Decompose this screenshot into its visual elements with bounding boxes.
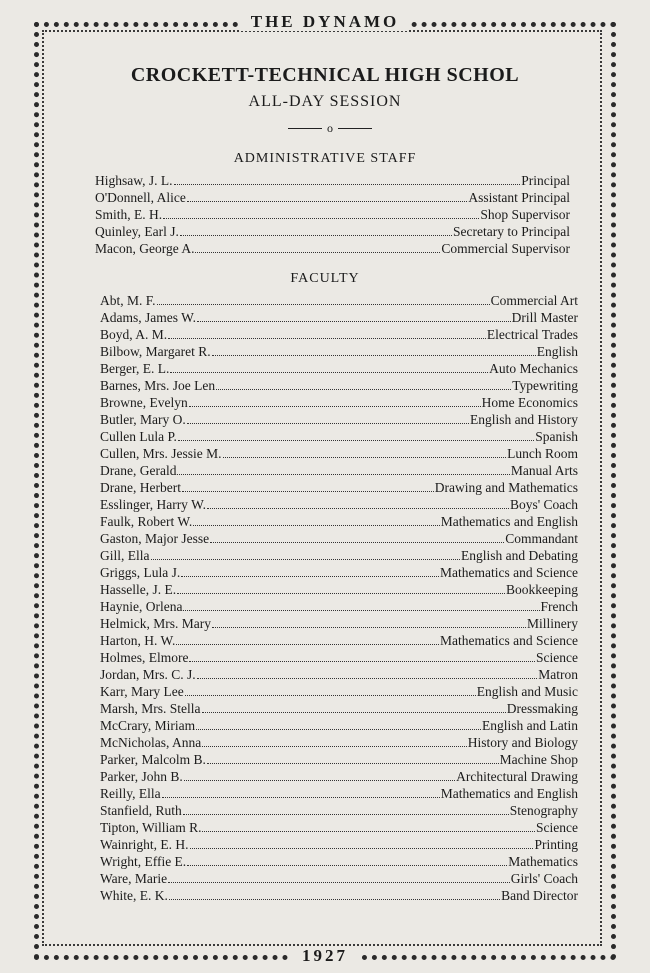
list-item	[100, 598, 578, 615]
dot-leader	[189, 394, 481, 407]
staff-role: Mathematics and English	[440, 786, 578, 801]
admin-staff-heading: ADMINISTRATIVE STAFF	[233, 151, 417, 166]
staff-role: Dressmaking	[506, 701, 578, 716]
staff-role: English and History	[470, 412, 578, 427]
list-item	[100, 649, 578, 666]
dot-leader	[187, 853, 507, 866]
staff-role: Manual Arts	[510, 463, 578, 478]
dot-leader	[170, 360, 488, 373]
list-item	[95, 223, 570, 240]
staff-role: Secretary to Principal	[453, 224, 570, 239]
staff-name: Esslinger, Harry W.	[100, 497, 206, 512]
staff-name: Barnes, Mrs. Joe Len	[100, 378, 216, 393]
staff-name: Macon, George A.	[95, 241, 195, 256]
list-item	[100, 887, 578, 904]
list-item	[100, 615, 578, 632]
staff-name: Marsh, Mrs. Stella	[100, 701, 201, 716]
staff-name: Harton, H. W.	[100, 633, 176, 648]
dot-leader	[177, 462, 509, 475]
divider-line-right	[338, 128, 372, 129]
list-item	[100, 462, 578, 479]
dot-leader	[168, 326, 486, 339]
list-item	[100, 309, 578, 326]
staff-name: Haynie, Orlena	[100, 599, 183, 614]
dot-leader	[163, 206, 479, 219]
dot-leader	[168, 870, 510, 883]
dot-leader	[202, 700, 506, 713]
staff-role: Machine Shop	[499, 752, 578, 767]
list-item	[100, 785, 578, 802]
staff-name: Drane, Herbert	[100, 480, 181, 495]
list-item	[100, 326, 578, 343]
staff-role: Spanish	[535, 429, 578, 444]
list-item	[100, 819, 578, 836]
staff-name: Parker, John B.	[100, 769, 183, 784]
list-item	[100, 411, 578, 428]
staff-name: Drane, Gerald	[100, 463, 177, 478]
dot-leader	[207, 496, 509, 509]
staff-role: Science	[536, 650, 578, 665]
staff-role: Mathematics	[508, 854, 578, 869]
dot-leader	[174, 172, 521, 185]
session-subtitle: ALL-DAY SESSION	[248, 93, 402, 110]
dot-leader	[181, 564, 439, 577]
staff-role: Boys' Coach	[509, 497, 578, 512]
staff-name: Parker, Malcolm B.	[100, 752, 206, 767]
staff-name: Holmes, Elmore	[100, 650, 189, 665]
list-item	[100, 377, 578, 394]
list-item	[100, 530, 578, 547]
dot-leader	[183, 802, 509, 815]
list-item	[100, 802, 578, 819]
staff-role: Architectural Drawing	[456, 769, 578, 784]
title-divider	[288, 121, 372, 135]
staff-role: Drill Master	[511, 310, 578, 325]
page-header-title: THE DYNAMO	[241, 12, 410, 31]
staff-name: Karr, Mary Lee	[100, 684, 184, 699]
staff-name: Ware, Marie	[100, 871, 168, 886]
staff-name: Bilbow, Margaret R.	[100, 344, 211, 359]
dot-leader	[197, 666, 538, 679]
list-item	[100, 394, 578, 411]
list-item	[100, 496, 578, 513]
dot-leader	[207, 751, 499, 764]
divider-mark: o	[327, 121, 333, 135]
list-item	[95, 189, 570, 206]
dot-leader	[190, 836, 534, 849]
dot-leader	[169, 887, 500, 900]
staff-name: Jordan, Mrs. C. J.	[100, 667, 196, 682]
dot-leader	[210, 530, 504, 543]
staff-role: Auto Mechanics	[489, 361, 578, 376]
staff-name: Boyd, A. M.	[100, 327, 168, 342]
staff-role: Girls' Coach	[510, 871, 578, 886]
staff-name: White, E. K.	[100, 888, 168, 903]
staff-role: Drawing and Mathematics	[434, 480, 578, 495]
staff-role: English	[536, 344, 578, 359]
dot-leader	[185, 683, 476, 696]
list-item	[95, 206, 570, 223]
staff-name: Browne, Evelyn	[100, 395, 188, 410]
list-item	[100, 683, 578, 700]
staff-name: McCrary, Miriam	[100, 718, 196, 733]
list-item	[100, 428, 578, 445]
staff-role: Home Economics	[481, 395, 578, 410]
staff-role: Principal	[521, 173, 570, 188]
school-title: CROCKETT-TECHNICAL HIGH SCHOL	[130, 64, 520, 86]
dot-leader	[197, 309, 511, 322]
staff-role: Millinery	[527, 616, 578, 631]
staff-name: Gill, Ella	[100, 548, 150, 563]
footer-year: 1927	[290, 946, 360, 965]
page-footer	[0, 946, 650, 966]
staff-role: Science	[536, 820, 578, 835]
staff-name: Reilly, Ella	[100, 786, 161, 801]
list-item	[100, 717, 578, 734]
list-item	[100, 479, 578, 496]
dot-leader	[212, 615, 526, 628]
list-item	[100, 751, 578, 768]
staff-name: Stanfield, Ruth	[100, 803, 182, 818]
dot-leader	[195, 240, 440, 253]
staff-role: Commercial Art	[490, 293, 578, 308]
staff-role: Commandant	[505, 531, 578, 546]
staff-role: Mathematics and English	[440, 514, 578, 529]
dot-leader	[177, 581, 505, 594]
staff-role: Shop Supervisor	[480, 207, 570, 222]
staff-role: English and Debating	[461, 548, 578, 563]
dot-leader	[202, 734, 467, 747]
list-item	[100, 564, 578, 581]
staff-name: McNicholas, Anna	[100, 735, 202, 750]
list-item	[100, 581, 578, 598]
staff-role: Stenography	[509, 803, 578, 818]
list-item	[100, 360, 578, 377]
list-item	[100, 853, 578, 870]
dot-leader	[202, 819, 535, 832]
staff-name: Wright, Effie E.	[100, 854, 187, 869]
page-header	[0, 12, 650, 32]
staff-name: Griggs, Lula J.	[100, 565, 181, 580]
staff-name: Abt, M. F.	[100, 293, 156, 308]
dot-leader	[212, 343, 536, 356]
dot-leader	[182, 479, 434, 492]
staff-role: Commercial Supervisor	[441, 241, 570, 256]
list-item	[100, 870, 578, 887]
dot-leader	[216, 377, 511, 390]
staff-role: Matron	[538, 667, 578, 682]
staff-role: Assistant Principal	[468, 190, 570, 205]
staff-role: Typewriting	[512, 378, 578, 393]
dot-leader	[178, 428, 534, 441]
list-item	[100, 547, 578, 564]
dot-leader	[183, 598, 539, 611]
staff-role: English and Music	[476, 684, 578, 699]
list-item	[100, 292, 578, 309]
list-item	[100, 836, 578, 853]
list-item	[100, 666, 578, 683]
list-item	[95, 172, 570, 189]
staff-role: French	[540, 599, 578, 614]
list-item	[100, 632, 578, 649]
dot-leader	[189, 649, 535, 662]
staff-name: Cullen Lula P.	[100, 429, 177, 444]
faculty-list	[100, 292, 578, 904]
admin-staff-list	[95, 172, 570, 257]
staff-role: Mathematics and Science	[440, 633, 578, 648]
staff-name: Faulk, Robert W.	[100, 514, 193, 529]
staff-name: Adams, James W.	[100, 310, 196, 325]
staff-name: Helmick, Mrs. Mary	[100, 616, 211, 631]
staff-name: Highsaw, J. L.	[95, 173, 173, 188]
staff-role: History and Biology	[467, 735, 578, 750]
staff-name: Smith, E. H.	[95, 207, 163, 222]
list-item	[100, 513, 578, 530]
staff-name: Butler, Mary O.	[100, 412, 186, 427]
dot-leader	[187, 411, 469, 424]
dot-leader	[180, 223, 452, 236]
staff-role: Mathematics and Science	[440, 565, 578, 580]
list-item	[100, 768, 578, 785]
staff-name: Quinley, Earl J.	[95, 224, 179, 239]
dot-leader	[187, 189, 467, 202]
faculty-heading: FACULTY	[290, 271, 360, 286]
list-item	[100, 343, 578, 360]
staff-role: English and Latin	[482, 718, 578, 733]
dot-leader	[151, 547, 461, 560]
list-item	[100, 445, 578, 462]
staff-role: Electrical Trades	[486, 327, 578, 342]
divider-line-left	[288, 128, 322, 129]
staff-name: Wainright, E. H.	[100, 837, 189, 852]
dot-leader	[193, 513, 440, 526]
staff-role: Lunch Room	[507, 446, 578, 461]
staff-role: Bookkeeping	[506, 582, 578, 597]
dot-leader	[162, 785, 440, 798]
dot-leader	[157, 292, 490, 305]
staff-name: Berger, E. L.	[100, 361, 170, 376]
list-item	[95, 240, 570, 257]
staff-role: Band Director	[501, 888, 578, 903]
dot-leader	[223, 445, 507, 458]
staff-name: Cullen, Mrs. Jessie M.	[100, 446, 222, 461]
staff-name: Tipton, William R.	[100, 820, 202, 835]
dot-leader	[196, 717, 481, 730]
list-item	[100, 700, 578, 717]
staff-name: O'Donnell, Alice	[95, 190, 186, 205]
dot-leader	[176, 632, 439, 645]
staff-name: Hasselle, J. E.	[100, 582, 177, 597]
dot-leader	[184, 768, 455, 781]
list-item	[100, 734, 578, 751]
staff-name: Gaston, Major Jesse	[100, 531, 210, 546]
staff-role: Printing	[534, 837, 578, 852]
